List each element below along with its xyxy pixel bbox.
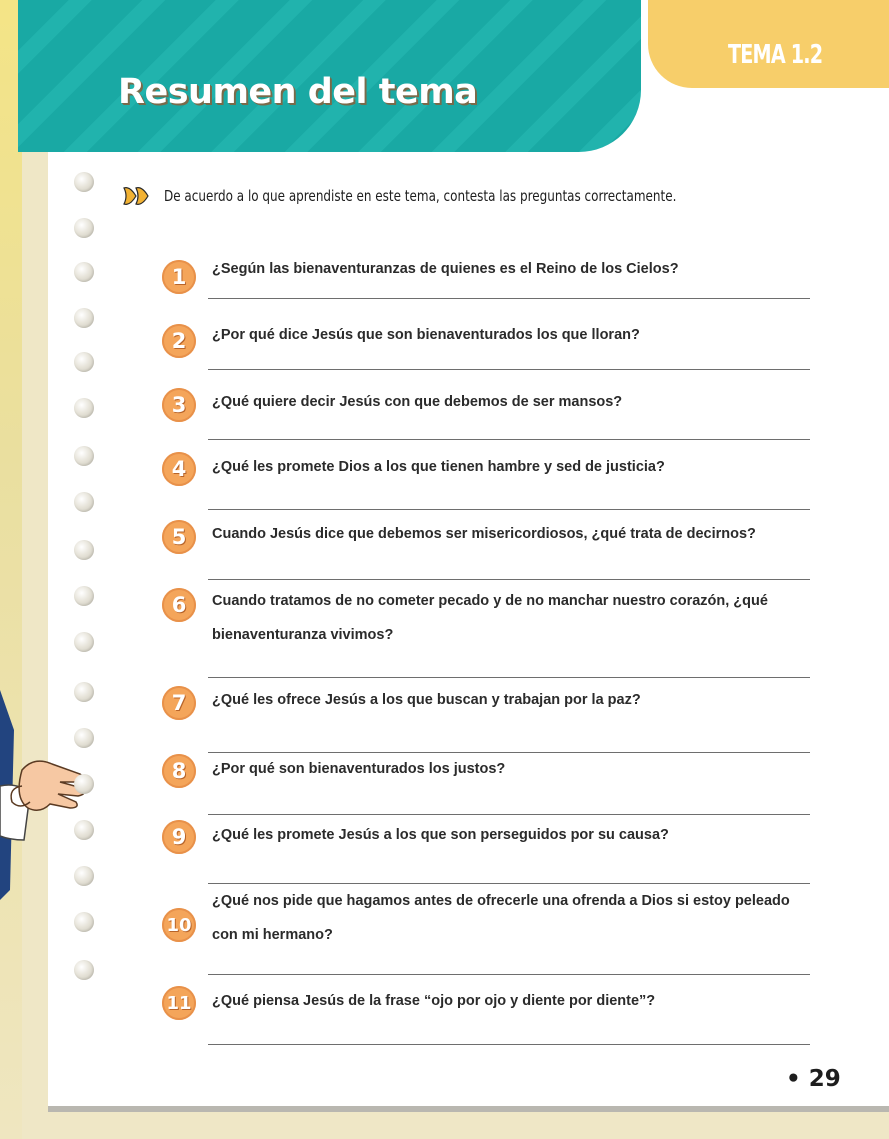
question-text: ¿Según las bienaventuranzas de quienes es el Reino de los Cielos?	[212, 261, 679, 277]
question-number: 1	[162, 260, 196, 294]
answer-line[interactable]	[208, 974, 810, 975]
question-number: 11	[162, 986, 196, 1020]
question-number: 7	[162, 686, 196, 720]
binder-hole	[74, 172, 94, 192]
answer-line[interactable]	[208, 439, 810, 440]
question-text: ¿Qué les promete Jesús a los que son perseguidos por su causa?	[212, 827, 669, 843]
answer-line[interactable]	[208, 509, 810, 510]
question-text: ¿Qué les ofrece Jesús a los que buscan y trabajan por la paz?	[212, 692, 641, 708]
binder-hole	[74, 820, 94, 840]
question-number: 5	[162, 520, 196, 554]
answer-line[interactable]	[208, 677, 810, 678]
question-number: 4	[162, 452, 196, 486]
question-number: 2	[162, 324, 196, 358]
answer-line[interactable]	[208, 298, 810, 299]
question-number: 3	[162, 388, 196, 422]
question-text: ¿Qué quiere decir Jesús con que debemos de ser mansos?	[212, 394, 623, 410]
answer-line[interactable]	[208, 579, 810, 580]
binder-hole	[74, 586, 94, 606]
binder-hole	[74, 632, 94, 652]
background-strip	[0, 0, 22, 1139]
binder-hole	[74, 446, 94, 466]
binder-hole	[74, 682, 94, 702]
binder-hole	[74, 352, 94, 372]
question-number: 6	[162, 588, 196, 622]
question-text: ¿Por qué son bienaventurados los justos?	[212, 761, 506, 777]
instruction-text: De acuerdo a lo que aprendiste en este tema, contesta las preguntas correctamente.	[164, 187, 677, 205]
binder-hole	[74, 774, 94, 794]
question-text: Cuando Jesús dice que debemos ser misericordiosos, ¿qué trata de decirnos?	[212, 526, 756, 542]
binder-hole	[74, 866, 94, 886]
binder-hole	[74, 218, 94, 238]
answer-line[interactable]	[208, 369, 810, 370]
answer-line[interactable]	[208, 1044, 810, 1045]
binder-hole	[74, 728, 94, 748]
question-number: 8	[162, 754, 196, 788]
page-number: • 29	[786, 1066, 841, 1092]
question-text: ¿Qué les promete Dios a los que tienen hambre y sed de justicia?	[212, 459, 665, 475]
tema-label: TEMA 1.2	[728, 40, 823, 70]
question-number: 9	[162, 820, 196, 854]
question-text: ¿Qué piensa Jesús de la frase “ojo por ojo y diente por diente”?	[212, 993, 656, 1009]
page-title: Resumen del tema	[118, 72, 478, 112]
binder-hole	[74, 398, 94, 418]
question-number: 10	[162, 908, 196, 942]
question-text: Cuando tratamos de no cometer pecado y de no manchar nuestro corazón, ¿qué bienaventuranza vivimos?	[212, 593, 768, 643]
binder-hole	[74, 912, 94, 932]
binder-hole	[74, 308, 94, 328]
answer-line[interactable]	[208, 814, 810, 815]
question-text: ¿Por qué dice Jesús que son bienaventurados los que lloran?	[212, 327, 640, 343]
binder-hole	[74, 492, 94, 512]
double-chevron-icon	[122, 184, 154, 208]
binder-hole	[74, 540, 94, 560]
binder-hole	[74, 960, 94, 980]
instruction	[122, 184, 760, 208]
question-text: ¿Qué nos pide que hagamos antes de ofrecerle una ofrenda a Dios si estoy peleado con mi hermano?	[212, 893, 790, 943]
binder-hole	[74, 262, 94, 282]
